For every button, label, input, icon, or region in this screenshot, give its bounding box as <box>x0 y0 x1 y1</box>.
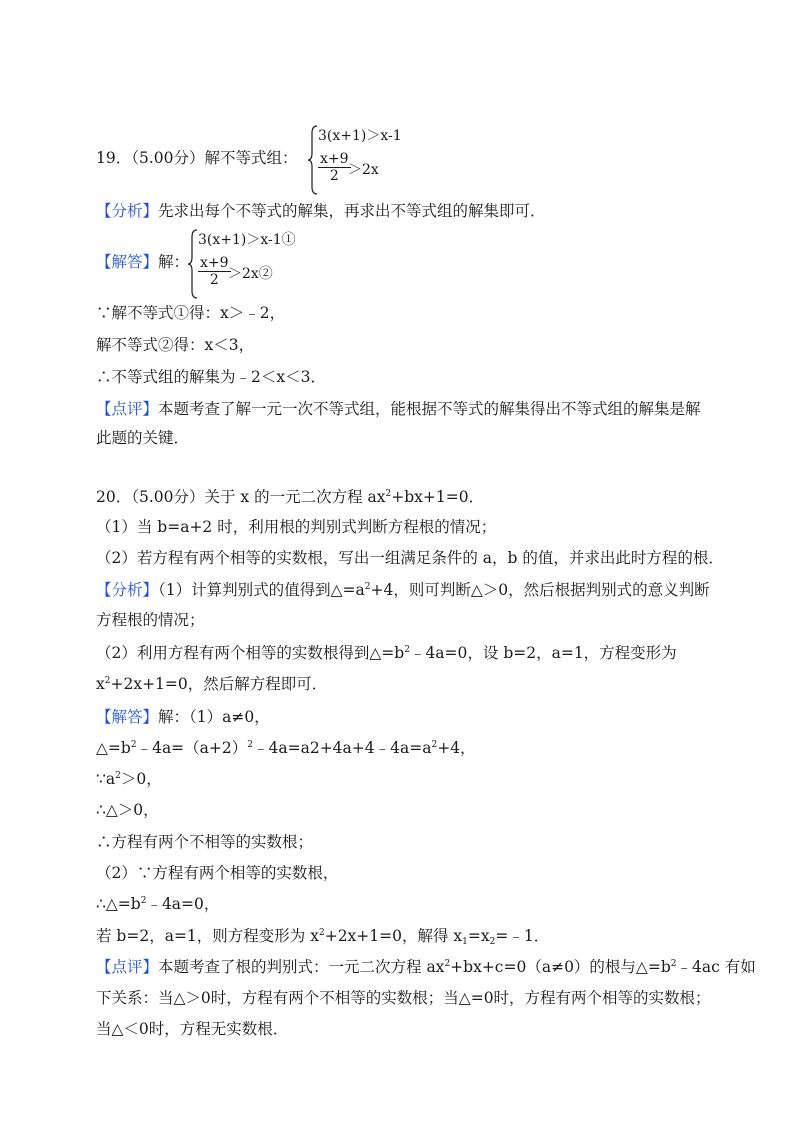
subscript: 2 <box>489 937 496 947</box>
q20-answer-line-4: ∴△＞0， <box>96 801 159 819</box>
q20-answer-line-2-d: +4， <box>437 739 476 757</box>
left-brace-icon <box>188 229 198 299</box>
q19-analysis-text: 先求出每个不等式的解集，再求出不等式组的解集即可． <box>158 202 546 220</box>
superscript: 2 <box>404 645 410 655</box>
analysis-tag: 【分析】 <box>96 581 159 599</box>
q20-answer-line-2-c: ﹣4a=a2+4a+4﹣4a=a <box>253 739 432 757</box>
q20-answer-line-2-a: △=b <box>96 739 131 757</box>
q20-answer-line-7-a: ∴△=b <box>96 895 141 913</box>
q20-analysis-b: +4，则可判断△＞0，然后根据判别式的意义判断 <box>370 581 710 599</box>
q20-comment <box>96 956 756 978</box>
q20-answer-line-8-d: =﹣1． <box>495 927 550 945</box>
q20-part-2: （2）若方程有两个相等的实数根，写出一组满足条件的 a，b 的值，并求出此时方程的根． <box>96 549 724 567</box>
q20-heading-b: +bx+1=0． <box>391 488 485 506</box>
q19-analysis <box>96 200 546 222</box>
q20-analysis-line-4-a: x <box>96 675 105 693</box>
q19-answer-heading <box>96 251 189 273</box>
q19-fraction <box>318 151 351 184</box>
q19-answer-fraction-denominator: 2 <box>209 272 219 288</box>
q20-answer-line-8-b: +2x+1=0，解得 x <box>324 927 463 945</box>
answer-tag: 【解答】 <box>96 708 159 726</box>
analysis-tag: 【分析】 <box>96 202 159 220</box>
q20-analysis <box>96 579 710 601</box>
comment-tag: 【点评】 <box>96 400 159 418</box>
q19-fraction-numerator: x+9 <box>320 151 349 167</box>
q19-answer-head: 解： <box>158 253 190 271</box>
q20-comment-line-3: 当△＜0时，方程无实数根． <box>96 1020 289 1038</box>
q20-heading-a: 20．（5.00分）关于 x 的一元二次方程 ax <box>96 488 386 506</box>
comment-tag: 【点评】 <box>96 958 159 976</box>
q19-step-3: ∴不等式组的解集为﹣2＜x＜3． <box>96 368 326 386</box>
q20-analysis-line-4-b: +2x+1=0，然后解方程即可． <box>110 675 328 693</box>
answer-tag: 【解答】 <box>96 253 159 271</box>
q20-part-1: （1）当 b=a+2 时，利用根的判别式判断方程根的情况； <box>96 518 497 536</box>
q20-answer-line-3-a: ∵a <box>96 770 116 788</box>
superscript: 2 <box>130 740 137 750</box>
q19-comment-line-2: 此题的关键． <box>96 429 190 447</box>
left-brace-icon <box>308 125 318 195</box>
superscript: 2 <box>385 489 392 499</box>
q20-answer-line-6: （2）∵方程有两个相等的实数根， <box>96 864 339 882</box>
q19-answer-inequality-2-tail: ＞2x② <box>228 266 273 282</box>
q20-answer-line-2-b: ﹣4a=（a+2） <box>136 739 248 757</box>
q20-answer <box>96 706 270 728</box>
q20-analysis-line-4 <box>96 673 327 695</box>
q20-analysis-line-2: 方程根的情况； <box>96 611 205 629</box>
q20-answer-line-3-b: ＞0， <box>120 770 162 788</box>
superscript: 2 <box>670 959 677 969</box>
superscript: 2 <box>431 740 438 750</box>
superscript: 2 <box>444 959 451 969</box>
superscript: 2 <box>104 676 111 686</box>
q20-heading <box>96 486 484 508</box>
q20-answer-line-7 <box>96 893 219 915</box>
q19-fraction-denominator: 2 <box>329 168 339 184</box>
superscript: 2 <box>364 582 371 592</box>
q20-analysis-a: （1）计算判别式的值得到△=a <box>158 581 365 599</box>
q20-answer-line-8-c: =x <box>467 927 490 945</box>
superscript: 2 <box>115 771 121 781</box>
q19-step-1: ∵解不等式①得：x＞﹣2， <box>96 304 286 322</box>
q19-comment <box>96 398 701 420</box>
q20-analysis-line-3 <box>96 642 677 664</box>
q20-answer-line-3 <box>96 768 162 790</box>
q20-answer-line-8 <box>96 925 549 947</box>
subscript: 1 <box>462 937 468 947</box>
q20-analysis-line-3-b: ﹣4a=0，设 b=2，a=1，方程变形为 <box>409 644 677 662</box>
q20-comment-c: ﹣4ac 有如 <box>676 958 756 976</box>
q20-comment-a: 本题考查了根的判别式：一元二次方程 ax <box>158 958 445 976</box>
q19-step-2: 解不等式②得：x＜3， <box>96 336 255 354</box>
q19-heading <box>96 147 298 169</box>
q20-answer-line-8-a: 若 b=2，a=1，则方程变形为 x <box>96 927 319 945</box>
q19-answer-fraction-numerator: x+9 <box>200 255 229 271</box>
q19-answer-inequality-1: 3(x+1)＞x-1① <box>198 232 296 248</box>
q20-answer-line-2 <box>96 737 476 759</box>
q19-comment-line-1: 本题考查了解一元一次不等式组，能根据不等式的解集得出不等式组的解集是解 <box>158 400 701 418</box>
q20-answer-line-5: ∴方程有两个不相等的实数根； <box>96 833 314 851</box>
q20-analysis-line-3-a: （2）利用方程有两个相等的实数根得到△=b <box>96 644 405 662</box>
q19-answer-fraction <box>198 255 231 288</box>
q20-comment-line-2: 下关系：当△＞0时，方程有两个不相等的实数根；当△=0时，方程有两个相等的实数根； <box>96 989 711 1007</box>
superscript: 2 <box>247 740 253 750</box>
q20-comment-b: +bx+c=0（a≠0）的根与△=b <box>450 958 671 976</box>
q20-answer-line-7-b: ﹣4a=0， <box>146 895 220 913</box>
q19-inequality-1: 3(x+1)＞x-1 <box>318 128 402 144</box>
q19-heading-text: 19．（5.00分）解不等式组： <box>96 149 298 167</box>
superscript: 2 <box>318 928 325 938</box>
q20-answer-line-1: 解：（1）a≠0， <box>158 708 270 726</box>
q19-inequality-2-tail: ＞2x <box>348 162 379 178</box>
superscript: 2 <box>140 896 147 906</box>
